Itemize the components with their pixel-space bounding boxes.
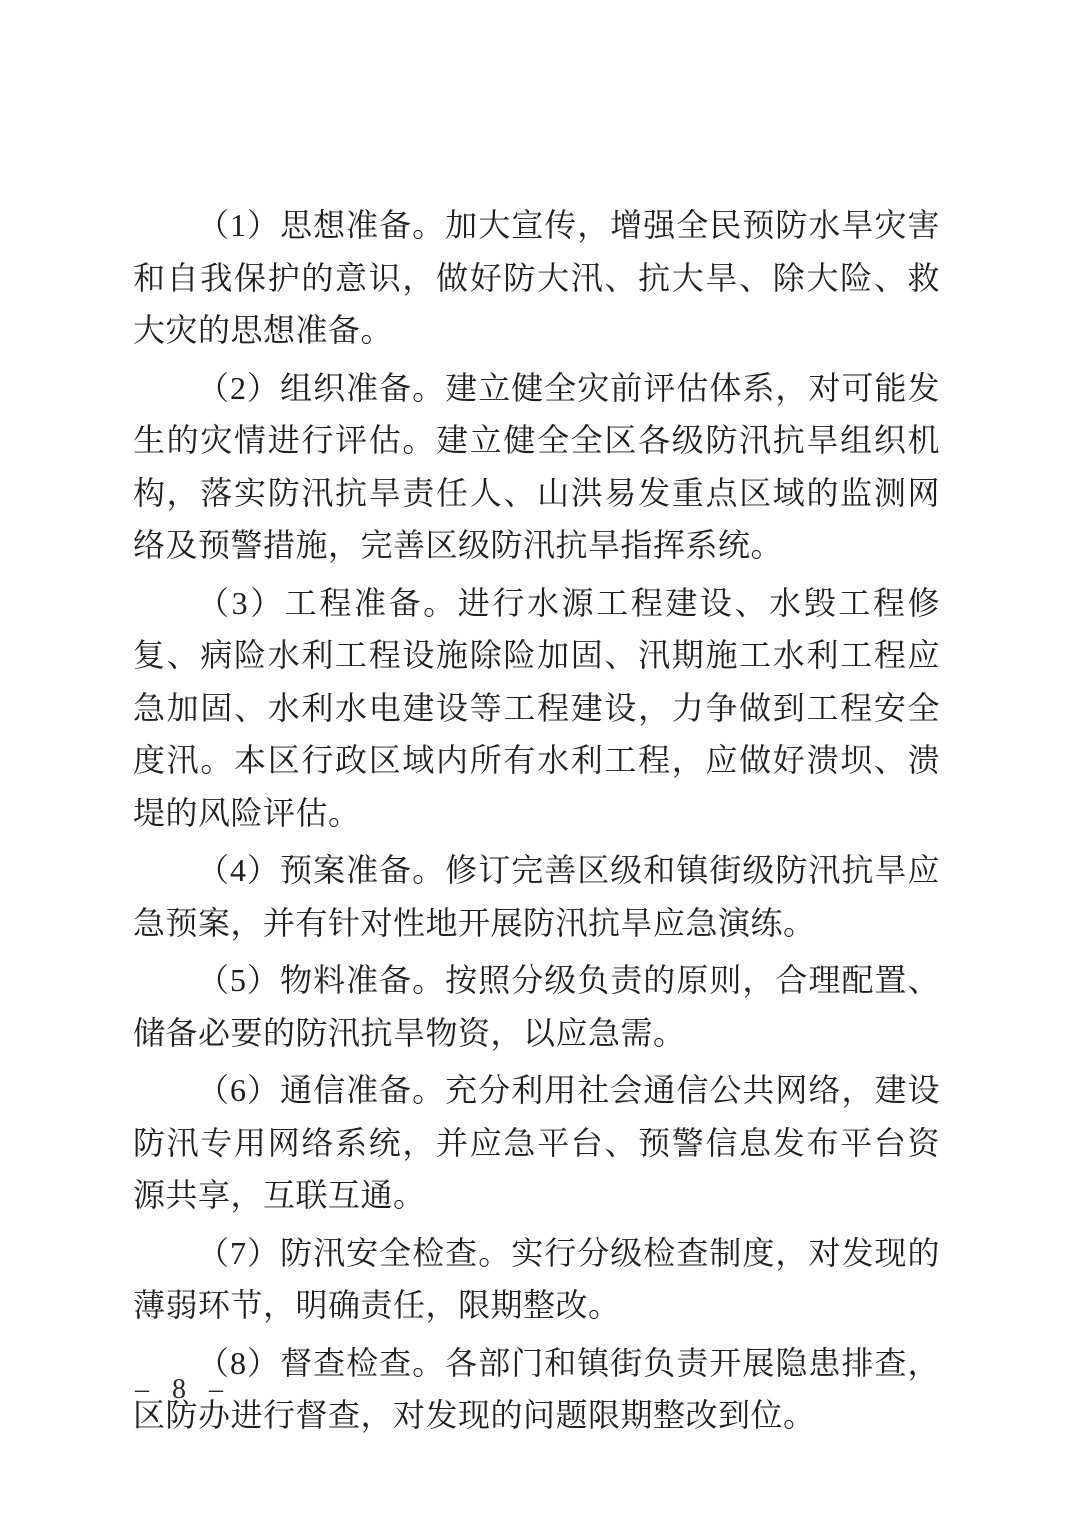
- paragraph-5: （5）物料准备。按照分级负责的原则，合理配置、储备必要的防汛抗旱物资，以应急需。: [133, 962, 940, 1051]
- paragraph-8: （8）督查检查。各部门和镇街负责开展隐患排查，区防办进行督查，对发现的问题限期整改到位。: [133, 1344, 940, 1433]
- paragraph-2: （2）组织准备。建立健全灾前评估体系，对可能发生的灾情进行评估。建立健全全区各级防汛抗旱组织机构，落实防汛抗旱责任人、山洪易发重点区域的监测网络及预警措施，完善区级防汛抗旱指挥系统。: [133, 369, 940, 563]
- paragraph-1: （1）思想准备。加大宣传，增强全民预防水旱灾害和自我保护的意识，做好防大汛、抗大旱、除大险、救大灾的思想准备。: [133, 207, 940, 348]
- page-body-text: [133, 199, 940, 1447]
- paragraph-6: （6）通信准备。充分利用社会通信公共网络，建设防汛专用网络系统，并应急平台、预警信息发布平台资源共享，互联互通。: [133, 1072, 940, 1213]
- paragraph-4: （4）预案准备。修订完善区级和镇街级防汛抗旱应急预案，并有针对性地开展防汛抗旱应急演练。: [133, 852, 940, 941]
- paragraph-3: （3）工程准备。进行水源工程建设、水毁工程修复、病险水利工程设施除险加固、汛期施工水利工程应急加固、水利水电建设等工程建设，力争做到工程安全度汛。本区行政区域内所有水利工程，应做好溃坝、溃堤的风险评估。: [133, 584, 940, 831]
- page-number: – 8 –: [135, 1374, 231, 1405]
- paragraph-7: （7）防汛安全检查。实行分级检查制度，对发现的薄弱环节，明确责任，限期整改。: [133, 1234, 940, 1323]
